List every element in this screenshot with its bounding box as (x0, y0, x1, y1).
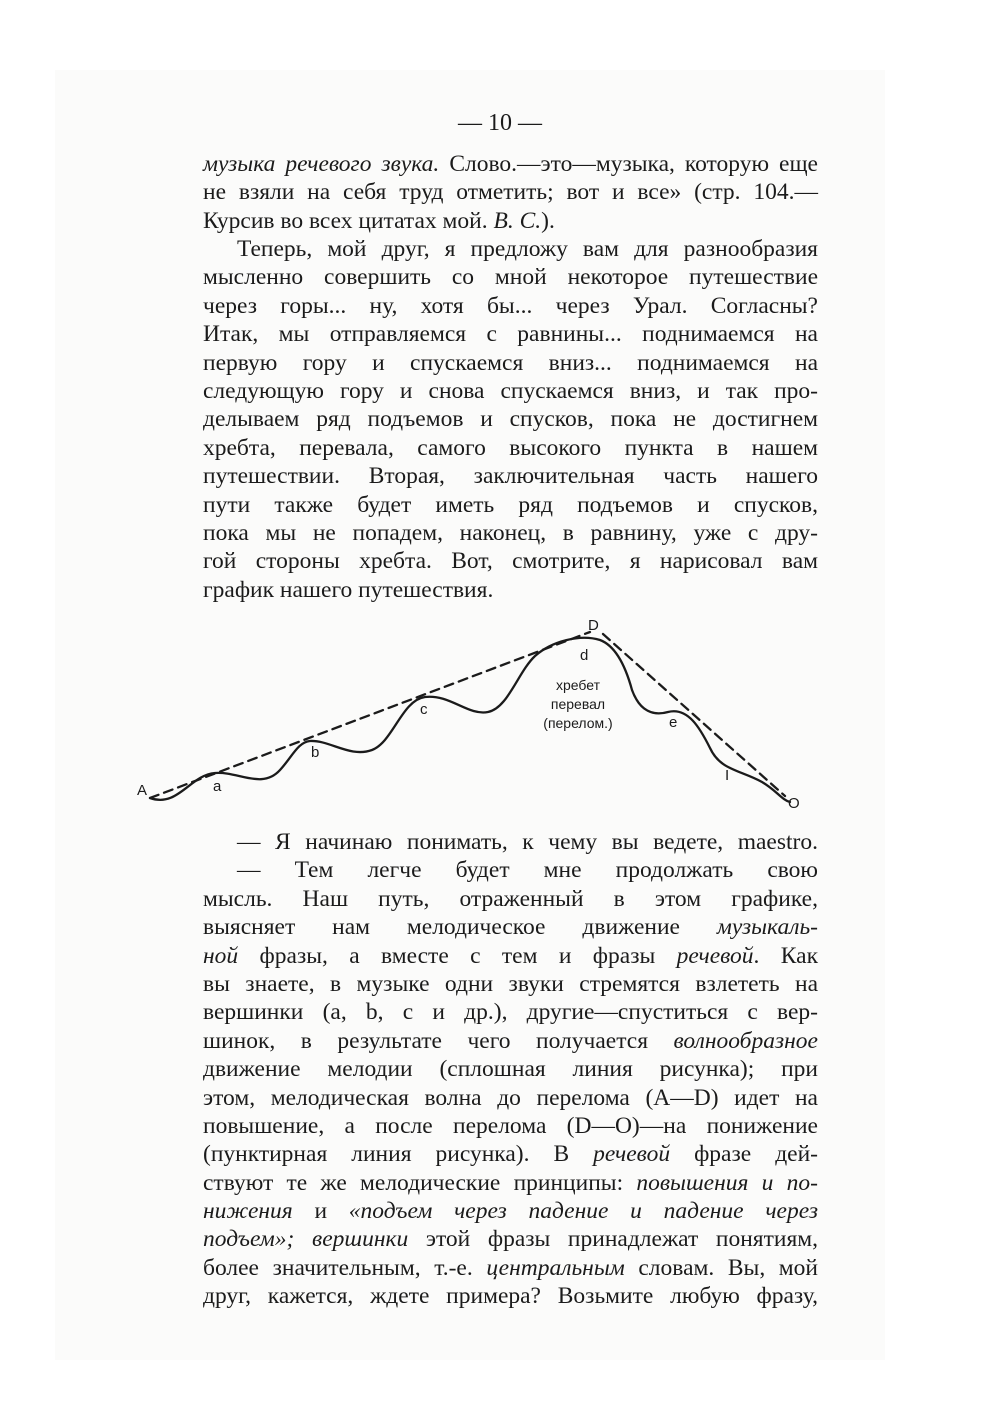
text-line: нижения и «подъем через падение и падение через (203, 1198, 818, 1225)
text-line: Итак, мы отправляемся с равнины... поднимаемся на (203, 321, 818, 348)
text-line: выясняет нам мелодическое движение музыкаль- (203, 914, 818, 941)
text-line: делываем ряд подъемов и спусков, пока не достигнем (203, 406, 818, 433)
label-b: b (311, 744, 320, 761)
label-c: c (420, 701, 428, 718)
ridge-label-3: (перелом.) (543, 715, 613, 731)
text-line: этом, мелодическая волна до перелома (A—D) идет на (203, 1084, 818, 1111)
label-A: A (137, 782, 148, 799)
ridge-label-2: перевал (550, 696, 606, 712)
text-line: (пунктирная линия рисунка). В речевой фразе дей- (203, 1141, 818, 1168)
text-line: первую гору и спускаемся вниз... поднимаемся на (203, 349, 818, 376)
text-line: гой стороны хребта. Вот, смотрите, я нарисовал вам (203, 548, 818, 575)
text-line: путешествии. Вторая, заключительная часть нашего (203, 463, 818, 490)
text-line: пути также будет иметь ряд подъемов и спусков, (203, 491, 818, 518)
text-line: пока мы не попадем, наконец, в равнину, уже с дру- (203, 519, 818, 546)
text-line: следующую гору и снова спускаемся вниз, и так про- (203, 377, 818, 404)
text-line: ствуют те же мелодические принципы: повышения и по- (203, 1169, 818, 1196)
text-line: через горы... ну, хотя бы... через Урал. Согласны? (203, 292, 818, 319)
label-e: e (669, 714, 678, 731)
text-line: повышение, а после перелома (D—O)—на понижение (203, 1112, 818, 1139)
label-O: O (788, 795, 800, 812)
wavy-melody-line (150, 638, 790, 802)
text-line: мысль. Наш путь, отраженный в этом графике, (203, 885, 818, 912)
text-line: хребта, перевала, самого высокого пункта в нашем (203, 434, 818, 461)
text-line: мысленно совершить со мной некоторое путешествие (203, 264, 818, 291)
text-line: вершинки (a, b, c и др.), другие—спуститься с вер- (203, 999, 818, 1026)
ridge-label-1: хребет (555, 677, 601, 693)
text-line: график нашего путешествия. (203, 576, 494, 603)
text-line: движение мелодии (сплошная линия рисунка); при (203, 1056, 818, 1083)
label-i: I (725, 767, 730, 784)
text-line: подъем»; вершинки этой фразы принадлежат понятиям, (203, 1226, 818, 1253)
label-d: d (580, 647, 589, 664)
text-line: Теперь, мой друг, я предложу вам для разнообразия (237, 236, 818, 262)
text-line: — Тем легче будет мне продолжать свою (237, 857, 818, 884)
text-line: вы знаете, в музыке одни звуки стремятся взлететь на (203, 970, 818, 997)
text-line: шинок, в результате чего получается волнообразное (203, 1027, 818, 1054)
text-line: — Я начинаю понимать, к чему вы ведете, maestro. (237, 829, 818, 855)
dashed-descent-line (603, 634, 785, 796)
label-a: a (213, 778, 222, 795)
page-number: — 10 — (458, 110, 542, 136)
text-line: Курсив во всех цитатах мой. В. С.). (203, 207, 555, 234)
text-line: ной фразы, а вместе с тем и фразы речевой. Как (203, 942, 818, 969)
text-line: не взяли на себя труд отметить; вот и все» (стр. 104.— (203, 179, 818, 206)
text-line: друг, кажется, ждете примера? Возьмите любую фразу, (203, 1283, 818, 1310)
label-D: D (588, 617, 599, 634)
text-line: музыка речевого звука. Слово.—это—музыка, которую еще (203, 151, 818, 177)
text-line: более значительным, т.-е. центральным словам. Вы, мой (203, 1254, 819, 1281)
paragraph-dialogue (203, 828, 818, 1311)
